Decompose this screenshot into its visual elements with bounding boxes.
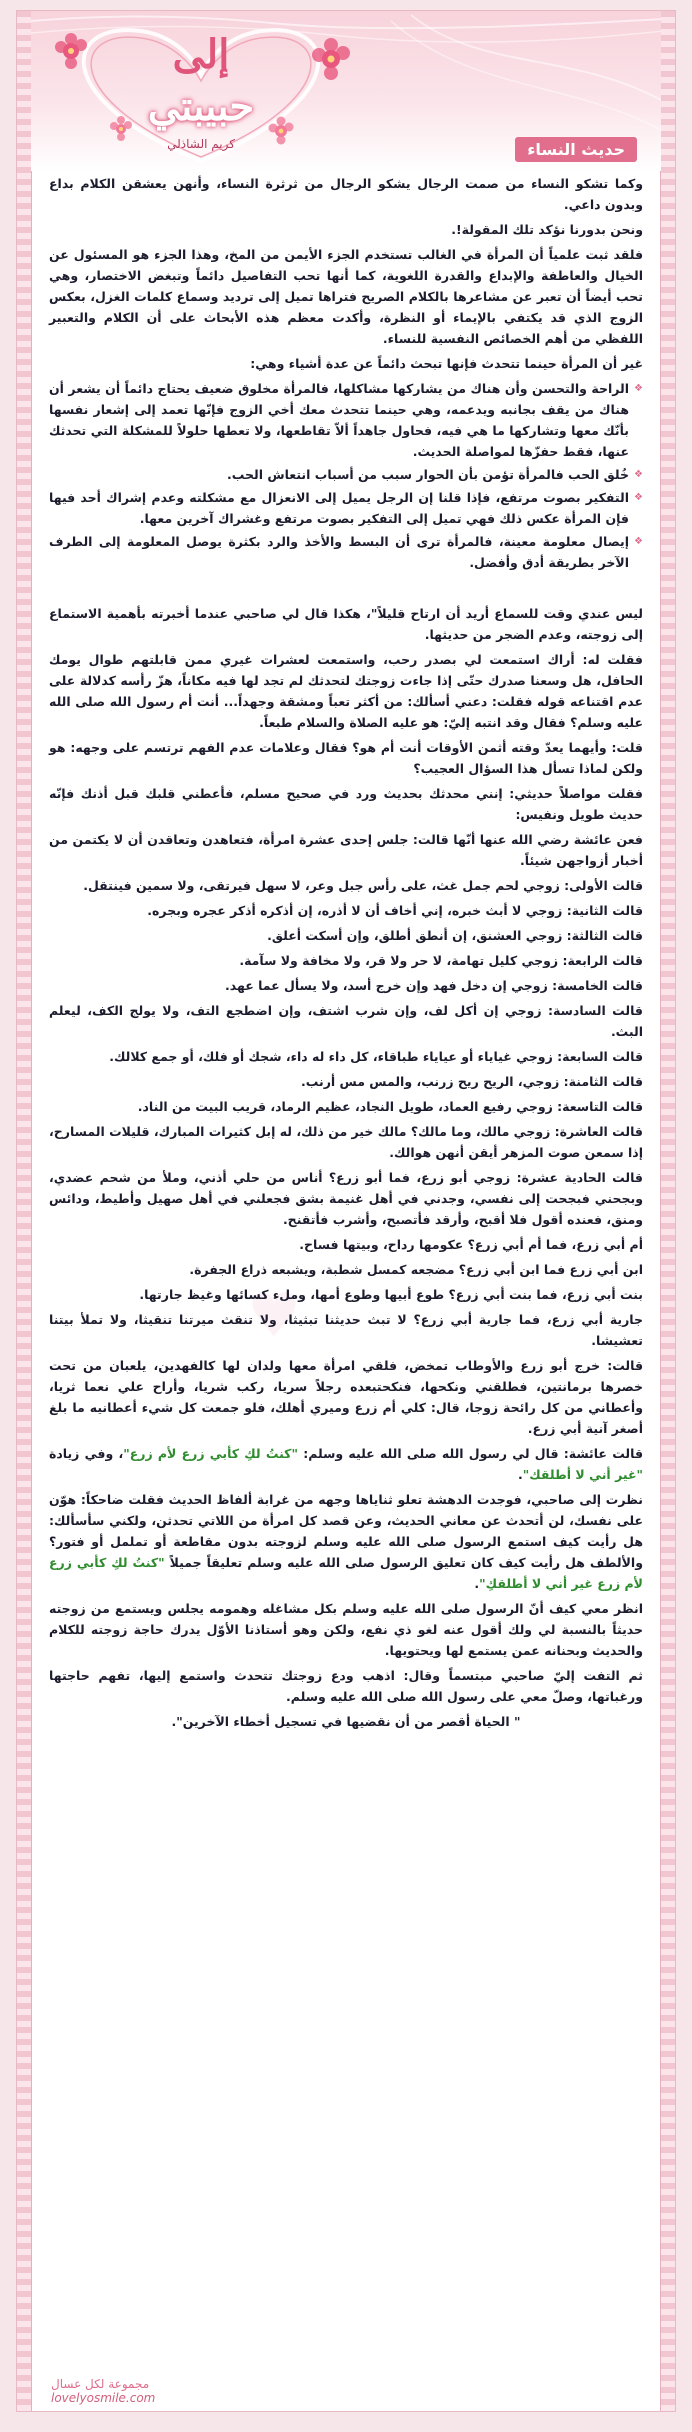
closing-hadith-quote: "كنتُ لكِ كأبي زرع لأم زرع غير أني لا أطلقكِ": [49, 1555, 643, 1591]
watermark-arabic: مجموعة لكل عسال: [51, 2377, 150, 2391]
paragraph: قالت الأولى: زوجي لحم جمل غث، على رأس جبل وعر، لا سهل فيرتقى، ولا سمين فينتقل.: [83, 878, 643, 893]
paragraph: قالت التاسعة: زوجي رفيع العماد، طويل النجاد، عظيم الرماد، قريب البيت من الناد.: [137, 1099, 643, 1114]
paragraph: ليس عندي وقت للسماع أريد أن ارتاح قليلاً"، هكذا قال لي صاحبي عندما أخبرته بأهمية الاستماع إلى زوجته، وعدم الضجر من حديثها.: [49, 606, 643, 642]
left-border-strip: [17, 11, 32, 2411]
needs-list: [49, 378, 643, 573]
paragraph: قالت الثامنة: زوجي، الريح ريح زرنب، والمس مس أرنب.: [301, 1074, 643, 1089]
section-spacer: [49, 577, 643, 603]
paragraph: فلقد ثبت علمياً أن المرأة في الغالب تستخدم الجزء الأيمن من المخ، وهذا الجزء هو المسئول عن الخيال والعاطفة والإبداع والقدرة اللغوية، كما أنها تحب التفاصيل دائماً وتبغض الاختصار، وهي تحب أيضاً أن تعبر عن مشاعرها بالكلام الصريح فتراها تميل إلى ترديد وسماع كلمات الغزل، بعكس الزوج الذي قد يكتفي بالإيماء أو النظرة، وأكدت معظم هذه الأبحاث على أن الكلام والتعبير اللفظي من أهم الخصائص النفسية للنساء.: [49, 247, 643, 346]
paragraph: فقلت له: أراك استمعت لي بصدر رحب، واستمعت لعشرات غيري ممن قابلتهم طوال يومك الحافل، هل وسعنا صدرك حتّى إذا جاءت زوجتك لتحدثك لم تجد لها فيه مكاناً، هزّ رأسه كدلالة على عدم اقتناعه قوله فقلت: دعني أسألك: من أكثر تعباً ومشقة وجهداً... أنت أم رسول الله صلى الله عليه وسلم؟ فقال وقد انتبه إليّ: هو عليه الصلاة والسلام طبعاً.: [49, 652, 643, 730]
logo-title-line1: إلى: [172, 31, 230, 78]
aisha-paragraph: [49, 1443, 643, 1485]
paragraph: قالت الثانية: زوجي لا أبث خبره، إني أخاف أن لا أذره، إن أذكره أذكر عجره وبجره.: [147, 903, 643, 918]
logo-author: كريم الشاذلي: [167, 137, 235, 151]
site-watermark: [51, 2377, 155, 2405]
hadith-quote: "كنتُ لكِ كأبي زرع لأم زرع": [123, 1446, 298, 1461]
paragraph: وكما تشكو النساء من صمت الرجال يشكو الرجال من ثرثرة النساء، وأنهن يعشقن الكلام بداع وبدون داعي.: [49, 176, 643, 212]
closing-text-end: .: [474, 1576, 480, 1591]
hadith-extra-quote: "غير أني لا أطلقك": [522, 1467, 643, 1482]
paragraph: قالت الحادية عشرة: زوجي أبو زرع، فما أبو زرع؟ أناس من حلي أذني، وملأ من شحم عضدي، وبجحني فبجحت إلى نفسي، وجدني في أهل غنيمة بشق فجعلني في أهل صهيل وأطيط، ودائس ومنق، فعنده أقول فلا أقبح، وأرقد فأتصبح، وأشرب فأتقنح.: [49, 1170, 643, 1227]
aisha-text-end: .: [518, 1467, 523, 1482]
list-item: ❖ خُلق الحب فالمرأة تؤمن بأن الحوار سبب من أسباب انتعاش الحب.: [49, 464, 629, 485]
paragraph: قالت: خرج أبو زرع والأوطاب تمخض، فلقي امرأة معها ولدان لها كالفهدين، يلعبان من تحت خصرها برمانتين، فطلقني ونكحها، فنكحتبعده رجلاً سريا، ركب شريا، وأراح علي نعما ثريا، وأعطاني من كل رائحة زوجا، قال: كلي أم زرع وميري أهلك، فلو جمعت كل شيء أعطانيه ما بلغ أصغر آنية أبي زرع.: [49, 1358, 643, 1436]
paragraph: قالت الرابعة: زوجي كليل تهامة، لا حر ولا قر، ولا مخافة ولا سآمة.: [239, 953, 643, 968]
list-item: ❖ التفكير بصوت مرتفع، فإذا قلنا إن الرجل يميل إلى الانعزال مع مشكلته وعدم إشراك أحد فيها فإن المرأة عكس ذلك فهي تميل إلى التفكير بصوت مرتفع وغشراك آخرين معها.: [49, 487, 629, 529]
list-item: ❖ إيصال معلومة معينة، فالمرأة ترى أن البسط والأخذ والرد بكثرة يوصل المعلومة إلى الطرف الآخر بطريقة أدق وأفضل.: [49, 531, 629, 573]
paragraph: ابن أبي زرع فما ابن أبي زرع؟ مضجعه كمسل شطبة، ويشبعه ذراع الجفرة.: [189, 1262, 643, 1277]
paragraph: قالت العاشرة: زوجي مالك، وما مالك؟ مالك خير من ذلك، له إبل كثيرات المبارك، قليلات المسارح، إذا سمعن صوت المزهر أيقن أنهن هوالك.: [49, 1124, 643, 1160]
paragraph: ثم التفت إليّ صاحبي مبتسماً وقال: اذهب ودع زوجتك تتحدث واستمع إليها، تفهم حاجتها ورغباتها، وصلّ معي على رسول الله صلى الله عليه وسلم.: [49, 1668, 643, 1704]
section-title: حديث النساء: [515, 137, 637, 162]
final-quote: " الحياة أقصر من أن نقضيها في تسجيل أخطاء الآخرين".: [171, 1714, 521, 1729]
paragraph: بنت أبي زرع، فما بنت أبي زرع؟ طوع أبيها وطوع أمها، وملء كسائها وغيظ جارتها.: [139, 1287, 643, 1302]
paragraph: قالت الخامسة: زوجي إن دخل فهد وإن خرج أسد، ولا يسأل عما عهد.: [224, 978, 643, 993]
page: [16, 10, 676, 2412]
paragraph: ونحن بدورنا نؤكد تلك المقولة!.: [451, 222, 643, 237]
paragraph: فقلت مواصلاً حديثي: إنني محدثك بحديث ورد في صحيح مسلم، فأعطني قلبك قبل أذنك فإنّه حديث طويل ونفيس:: [49, 786, 643, 822]
closing-paragraph: [49, 1489, 643, 1594]
aisha-text-pre: قالت عائشة: قال لي رسول الله صلى الله عليه وسلم:: [297, 1446, 643, 1461]
paragraph: قالت الثالثة: زوجي العشنق، إن أنطق أطلق، وإن أسكت أعلق.: [267, 928, 643, 943]
watermark-url: lovelyosmile.com: [51, 2391, 156, 2405]
love-watermark-decoration: ♥: [247, 1281, 301, 1351]
paragraph: جارية أبي زرع، فما جارية أبي زرع؟ لا تبث حديثنا تبثيثا، ولا تنقث ميرتنا تنقيثا، ولا تملأ بيتنا تعشيشا.: [49, 1312, 643, 1348]
paragraph: قلت: وأيهما يعدّ وقته أثمن الأوقات أنت أم هو؟ فقال وعلامات عدم الفهم ترتسم على وجهه: هو ولكن لماذا تسأل هذا السؤال العجيب؟: [49, 740, 643, 776]
list-item: ❖ الراحة والتحسن وأن هناك من يشاركها مشاكلها، فالمرأة مخلوق ضعيف يحتاج دائماً أن يشعر أن هناك من يقف بجانبه ويدعمه، وهي حينما تتحدث معك أخي الزوج فإنّها تعمد إلى إشعار نفسها بأنّك معها وتشاركها ما هي فيه، فحاول جاهداً ألاّ تقاطعها، ولا تعطها حلولاً للمشكلة التي تحدثك عنها، فقط حفزّها لمواصلة الحديث.: [49, 378, 629, 462]
paragraph: قالت السادسة: زوجي إن أكل لف، وإن شرب اشتف، وإن اضطجع التف، ولا يولج الكف، ليعلم البث.: [49, 1003, 643, 1039]
paragraph: انظر معي كيف أنّ الرسول صلى الله عليه وسلم بكل مشاغله وهمومه يجلس ويستمع من زوجته حديثاً بالنسبة لي ولك أقول عنه لغو ذي نفع، ولكن وهو أستاذنا الأوّل يدرك حاجة زوجته للكلام والحديث وبحنانه عمن يستمع لها ويحتويها.: [49, 1601, 643, 1658]
logo-title-line2: حبيبتي: [147, 83, 255, 130]
article-body: [49, 173, 643, 1736]
paragraph: غير أن المرأة حينما تتحدث فإنها تبحث دائماً عن عدة أشياء وهي:: [250, 356, 643, 371]
header-banner: [31, 11, 661, 171]
paragraph: أم أبي زرع، فما أم أبي زرع؟ عكومها رداح، وبيتها فساح.: [299, 1237, 643, 1252]
aisha-text-mid: ، وفي زيادة: [49, 1446, 124, 1461]
paragraph: فعن عائشة رضي الله عنها أنّها قالت: جلس إحدى عشرة امرأة، فتعاهدن وتعاقدن أن لا يكتمن من أخبار أزواجهن شيئاً.: [49, 832, 643, 868]
closing-text-pre: نظرت إلى صاحبي، فوجدت الدهشة تعلو ثناياها وجهه من غرابة ألفاظ الحديث فقلت ضاحكاً: هوّن على نفسك، لن أتحدث عن معاني الحديث، وعن قصد كل امرأة من اللاتي تحدثن، ولكني سأسألك: هل رأيت كيف استمع الرسول صلى الله عليه وسلم لزوجته بدون مقاطعة أو تململ أو فتور؟ والألطف هل رأيت كيف كان تعليق الرسول صلى الله عليه وسلم تعليقاً جميلاً: [49, 1492, 643, 1570]
paragraph: قالت السابعة: زوجي غياياء أو عياياء طباقاء، كل داء له داء، شجك أو فلك، أو جمع كلالك.: [109, 1049, 643, 1064]
right-border-strip: [660, 11, 675, 2411]
